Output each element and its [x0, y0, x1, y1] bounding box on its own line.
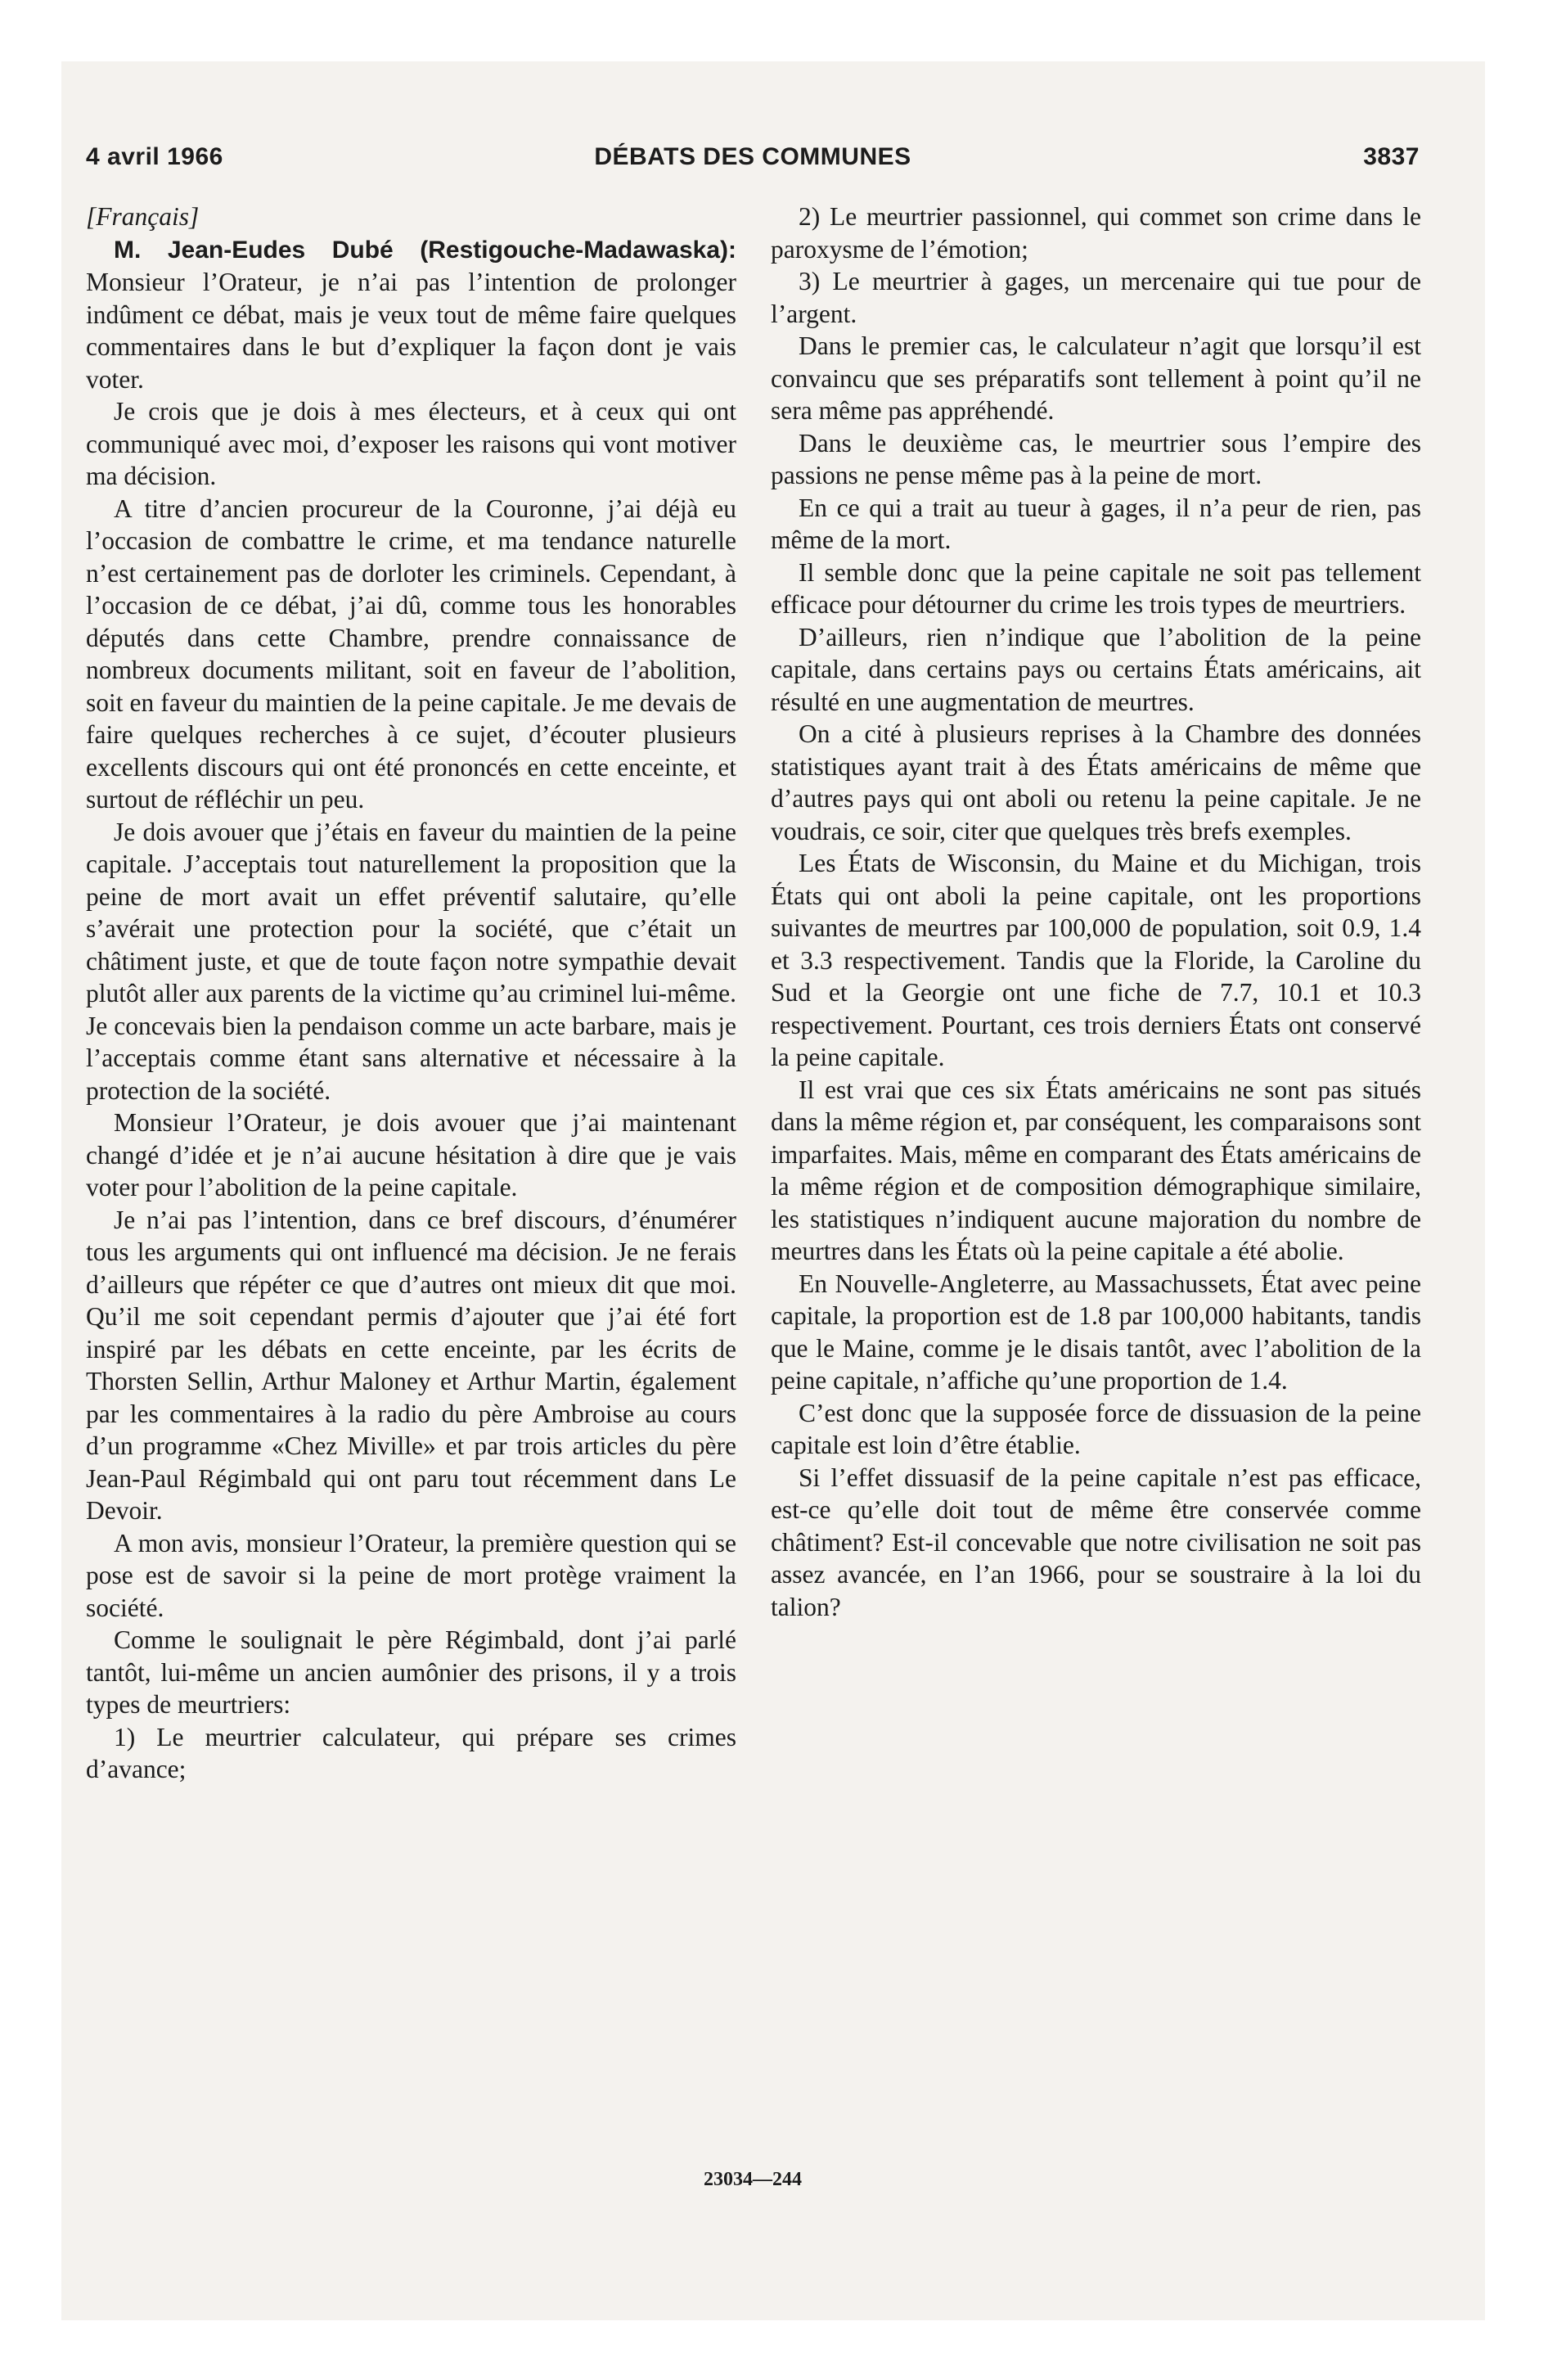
left-column: [86, 201, 736, 1786]
paragraph: C’est donc que la supposée force de dissuasion de la peine capitale est loin d’être établie.: [771, 1398, 1421, 1459]
paragraph: Je n’ai pas l’intention, dans ce bref discours, d’énumérer tous les arguments qui ont influencé ma décision. Je ne ferais d’ailleurs que répéter ce que d’autres ont mieux dit que moi. Qu’il me soit cependant permis d’ajouter que j’ai été fort inspiré par les débats en cette enceinte, par les écrits de Thorsten Sellin, Arthur Maloney et Arthur Martin, également par les commentaires à la radio du père Ambroise au cours d’un programme «Chez Miville» et par trois articles du père Jean-Paul Régimbald qui ont paru tout récemment dans Le Devoir.: [86, 1205, 736, 1525]
header-title: DÉBATS DES COMMUNES: [594, 143, 911, 170]
paragraph: Il est vrai que ces six États américains ne sont pas situés dans la même région et, par conséquent, les comparaisons sont imparfaites. Mais, même en comparant des États américains de la même région et de composition démographique similaire, les statistiques n’indiquent aucune majoration du nombre de meurtres dans les États où la peine capitale a été abolie.: [771, 1075, 1421, 1265]
paragraph: Il semble donc que la peine capitale ne soit pas tellement efficace pour détourner du crime les trois types de meurtriers.: [771, 557, 1421, 619]
paragraph: Les États de Wisconsin, du Maine et du Michigan, trois États qui ont aboli la peine capitale, ont les proportions suivantes de meurtres par 100,000 de population, soit 0.9, 1.4 et 3.3 respectivement. Tandis que la Floride, la Caroline du Sud et la Georgie ont une fiche de 7.7, 10.1 et 10.3 respectivement. Pourtant, ces trois derniers États ont conservé la peine capitale.: [771, 849, 1421, 1071]
paragraph: Je crois que je dois à mes électeurs, et à ceux qui ont communiqué avec moi, d’exposer les raisons qui vont motiver ma décision.: [86, 397, 736, 490]
paragraph: A mon avis, monsieur l’Orateur, la première question qui se pose est de savoir si la peine de mort protège vraiment la société.: [86, 1528, 736, 1622]
right-column: [771, 201, 1421, 1623]
page-header: [86, 143, 1420, 184]
paragraph: En Nouvelle-Angleterre, au Massachussets, État avec peine capitale, la proportion est de 1.8 par 100,000 habitants, tandis que le Maine, comme je le disais tantôt, avec l’abolition de la peine capitale, n’affiche qu’une proportion de 1.4.: [771, 1269, 1421, 1395]
header-page-number: 3837: [1363, 143, 1420, 170]
paragraph: Si l’effet dissuasif de la peine capitale n’est pas efficace, est-ce qu’elle doit tout de même être conservée comme châtiment? Est-il concevable que notre civilisation ne soit pas assez avancée, en l’an 1966, pour se soustraire à la loi du talion?: [771, 1463, 1421, 1621]
paragraph: 2) Le meurtrier passionnel, qui commet son crime dans le paroxysme de l’émotion;: [771, 202, 1421, 264]
paragraph: A titre d’ancien procureur de la Couronne, j’ai déjà eu l’occasion de combattre le crime, et ma tendance naturelle n’est certainement pas de dorloter les criminels. Cependant, à l’occasion de ce débat, j’ai dû, comme tous les honorables députés dans cette Chambre, prendre connaissance de nombreux documents militant, soit en faveur de l’abolition, soit en faveur du maintien de la peine capitale. Je me devais de faire quelques recherches à ce sujet, d’écouter plusieurs excellents discours qui ont été prononcés en cette enceinte, et surtout de réfléchir un peu.: [86, 494, 736, 814]
paragraph: Je dois avouer que j’étais en faveur du maintien de la peine capitale. J’acceptais tout naturellement la proposition que la peine de mort avait un effet préventif salutaire, qu’elle s’avérait une protection pour la société, que c’était un châtiment juste, et que de toute façon notre sympathie devait plutôt aller aux parents de la victime qu’au criminel lui-même. Je concevais bien la pendaison comme un acte barbare, mais je l’acceptais comme étant sans alternative et nécessaire à la protection de la société.: [86, 817, 736, 1105]
language-marker: [Français]: [86, 202, 200, 231]
header-date: 4 avril 1966: [86, 143, 223, 170]
paragraph: Comme le soulignait le père Régimbald, dont j’ai parlé tantôt, lui-même un ancien aumônier des prisons, il y a trois types de meurtriers:: [86, 1625, 736, 1719]
paragraph: 1) Le meurtrier calculateur, qui prépare ses crimes d’avance;: [86, 1722, 736, 1783]
paragraph: Dans le deuxième cas, le meurtrier sous l’empire des passions ne pense même pas à la peine de mort.: [771, 428, 1421, 489]
paragraph: Monsieur l’Orateur, je dois avouer que j’ai maintenant changé d’idée et je n’ai aucune hésitation à dire que je vais voter pour l’abolition de la peine capitale.: [86, 1108, 736, 1201]
document-page: [86, 143, 1420, 2238]
paragraph: On a cité à plusieurs reprises à la Chambre des données statistiques ayant trait à des États américains de même que d’autres pays qui ont aboli ou retenu la peine capitale. Je ne voudrais, ce soir, citer que quelques très brefs exemples.: [771, 719, 1421, 845]
paragraph: M. Jean-Eudes Dubé (Restigouche-Madawaska): Monsieur l’Orateur, je n’ai pas l’intention de prolonger indûment ce débat, mais je veux tout de même faire quelques commentaires dans le but d’expliquer la façon dont je vais voter.: [86, 236, 736, 394]
page-footer-code: 23034—244: [704, 2169, 802, 2190]
paragraph: 3) Le meurtrier à gages, un mercenaire qui tue pour de l’argent.: [771, 267, 1421, 328]
paragraph: En ce qui a trait au tueur à gages, il n’a peur de rien, pas même de la mort.: [771, 493, 1421, 554]
paragraph: Dans le premier cas, le calculateur n’agit que lorsqu’il est convaincu que ses préparatifs sont tellement à point qu’il ne sera même pas appréhendé.: [771, 331, 1421, 425]
speaker-name: M. Jean-Eudes Dubé (Restigouche-Madawaska):: [114, 236, 736, 264]
paragraph: D’ailleurs, rien n’indique que l’abolition de la peine capitale, dans certains pays ou certains États américains, ait résulté en une augmentation de meurtres.: [771, 622, 1421, 716]
